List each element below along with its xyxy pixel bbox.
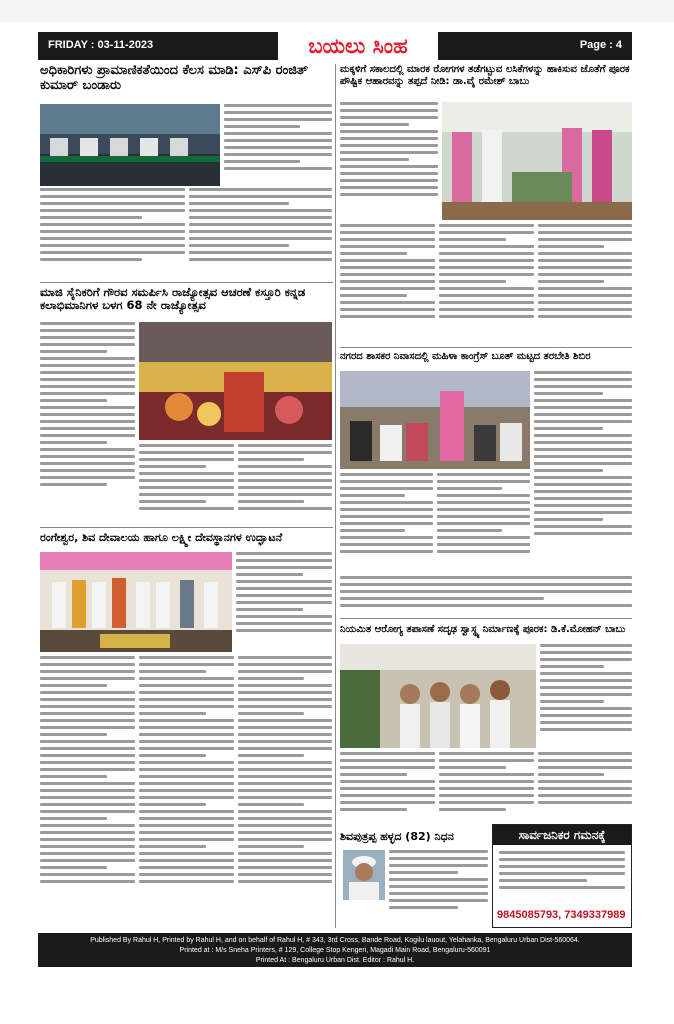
- body-text-article-6-col3: [538, 752, 632, 822]
- masthead: [38, 32, 632, 60]
- body-text-article-3-col2: [139, 444, 234, 524]
- section-divider: [40, 282, 333, 283]
- body-text-article-1-col1: [40, 188, 185, 278]
- body-text-article-6-col2: [439, 752, 534, 826]
- body-text-article-6-col1: [340, 752, 435, 826]
- body-text-article-3-col3: [238, 444, 332, 524]
- headline-article-5: ರಂಗೇಶ್ವರ, ಶಿವ ದೇವಾಲಯ ಹಾಗೂ ಲಕ್ಷ್ಮೀ ದೇವಸ್ಥಾನಗಳ ಉದ್ಘಾಟನೆ: [40, 532, 283, 544]
- body-text-article-2-col1: [340, 102, 438, 220]
- body-text-article-3-col1: [40, 322, 135, 522]
- body-text-article-4-col2: [437, 473, 530, 573]
- photo-article-2: [442, 102, 632, 220]
- imprint-line-1: Published By Rahul H, Printed by Rahul H, and on behalf of Rahul H, # 343, 3rd Cross, Bande Road, Kogilu lauout, Yelahanka, Bengaluru Urban Dist-560064.: [90, 937, 580, 944]
- page-number: Page : 4: [579, 39, 622, 51]
- body-text-article-2-col4: [538, 224, 632, 344]
- headline-article-2: ಮಕ್ಕಳಿಗೆ ಸಕಾಲದಲ್ಲಿ ಮಾರಕ ರೋಗಗಳ ತಡೆಗಟ್ಟುವ ಲಸಿಕೆಗಳನ್ನು ಹಾಕಿಸುವ ಜೊತೆಗೆ ಪೂರಕ ಪೌಷ್ಟಿಕ ಆಹಾರವನ್ನು ತಪ್ಪದೆ ನೀಡಿ: ಡಾ.ವೈ ರಮೇಶ್ ಬಾಬು: [340, 64, 630, 87]
- body-text-article-4-bottom: [340, 576, 632, 616]
- photo-article-4: [340, 371, 530, 469]
- obituary-photo: [343, 850, 385, 900]
- body-text-article-7: [389, 850, 488, 926]
- public-notice-ad: [492, 824, 632, 928]
- body-text-article-4-col1: [340, 473, 433, 573]
- body-text-article-2-col2: [340, 224, 435, 344]
- issue-date: FRIDAY : 03-11-2023: [48, 39, 154, 51]
- headline-article-7: ಶಿವಪುತ್ರಪ್ಪ ಹಳ್ಳದ (82) ನಿಧನ: [340, 830, 454, 843]
- newspaper-logo: ಬಯಲು ಸಿಂಹ: [278, 31, 438, 61]
- body-text-article-1-right: [224, 104, 332, 184]
- body-text-article-5-col2: [139, 656, 234, 928]
- section-divider: [40, 527, 333, 528]
- body-text-article-5-col3: [238, 656, 332, 928]
- imprint-line-2: Printed at : M/s Sneha Printers, # 129, College Stop Kengeri, Magadi Main Road, Bengaluru-560091: [179, 947, 491, 954]
- section-divider: [340, 347, 632, 348]
- photo-article-3: [139, 322, 332, 440]
- section-divider: [340, 618, 632, 619]
- headline-article-6: ನಿಯಮಿತ ಆರೋಗ್ಯ ತಪಾಸಣೆ ಸದೃಢ ಸ್ವಾಸ್ಥ್ಯ ನಿರ್ಮಾಣಕ್ಕೆ ಪೂರಕ: ಡಿ.ಕೆ.ಮೋಹನ್ ಬಾಬು: [340, 624, 626, 635]
- headline-article-1: ಅಧಿಕಾರಿಗಳು ಪ್ರಾಮಾಣಿಕತೆಯಿಂದ ಕೆಲಸ ಮಾಡಿ: ಎಸ್‌ಪಿ ರಂಜಿತ್ ಕುಮಾರ್ ಬಂಡಾರು: [40, 64, 309, 93]
- ad-title: ಸಾರ್ವಜನಿಕರ ಗಮನಕ್ಕೆ: [493, 825, 631, 845]
- headline-article-3: ಮಾಜಿ ಸೈನಿಕರಿಗೆ ಗೌರವ ಸಮರ್ಪಿಸಿ ರಾಜ್ಯೋತ್ಸವ ಆಚರಣೆ ಕಸ್ತೂರಿ ಕನ್ನಡ ಕಲಾಭಿಮಾನಿಗಳ ಬಳಗ 68 ನೇ ರಾಜ್ಯೋತ್ಸವ: [40, 286, 306, 313]
- headline-article-4: ನಗರದ ಶಾಸಕರ ನಿವಾಸದಲ್ಲಿ ಮಹಿಳಾ ಕಾಂಗ್ರೆಸ್ ಬೂತ್ ಮಟ್ಟದ ತರಬೇತಿ ಶಿಬಿರ: [340, 351, 591, 362]
- photo-article-6: [340, 644, 536, 748]
- column-divider: [335, 64, 336, 928]
- body-text-article-6-right: [540, 644, 632, 748]
- photo-article-5: [40, 552, 232, 652]
- body-text-article-5-col1: [40, 656, 135, 928]
- photo-article-1: [40, 104, 220, 186]
- body-text-article-1-col2: [189, 188, 332, 278]
- ad-body-text: [499, 851, 625, 901]
- imprint-line-3: Printed At : Bengaluru Urban Dist. Editor : Rahul H.: [255, 957, 415, 964]
- publisher-imprint: [38, 933, 632, 967]
- body-text-article-5-right: [236, 552, 332, 652]
- ad-phone-numbers: 9845085793, 7349337989: [497, 909, 626, 921]
- top-strip: [0, 0, 674, 22]
- body-text-article-4-right: [534, 371, 632, 571]
- body-text-article-2-col3: [439, 224, 534, 344]
